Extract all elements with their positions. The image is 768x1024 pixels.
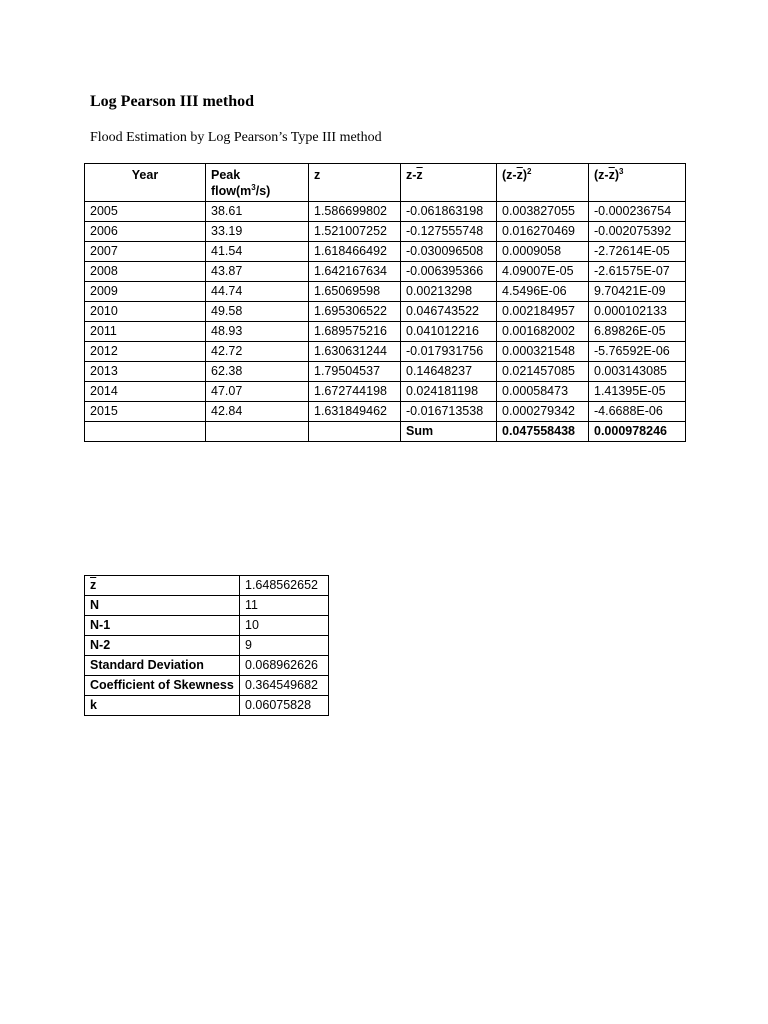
cell-dev: 0.14648237	[401, 362, 497, 382]
cell-cube: 0.003143085	[589, 362, 686, 382]
log-pearson-table	[84, 163, 686, 442]
cell-dev: -0.016713538	[401, 402, 497, 422]
cell-year: 2008	[85, 262, 206, 282]
cell-peak: 48.93	[206, 322, 309, 342]
sum-cube: 0.000978246	[589, 422, 686, 442]
cell-sq: 0.002184957	[497, 302, 589, 322]
cell-peak: 43.87	[206, 262, 309, 282]
stat-label: k	[85, 696, 240, 716]
sum-row	[85, 422, 686, 442]
header-dev-zbar: $\overline{z}$	[416, 168, 423, 182]
cell-dev: -0.061863198	[401, 202, 497, 222]
stat-value: 1.648562652	[240, 576, 329, 596]
cell-dev: 0.024181198	[401, 382, 497, 402]
header-peak-line1: Peak	[211, 168, 241, 182]
cell-year: 2015	[85, 402, 206, 422]
header-peak-flow	[206, 164, 309, 202]
cell-peak: 44.74	[206, 282, 309, 302]
cell-year: 2006	[85, 222, 206, 242]
cell-sq: 0.000279342	[497, 402, 589, 422]
table-row	[85, 282, 686, 302]
stat-row	[85, 596, 329, 616]
cell-dev: 0.041012216	[401, 322, 497, 342]
page-subtitle: Flood Estimation by Log Pearson’s Type III method	[90, 130, 382, 145]
table-row	[85, 342, 686, 362]
cell-dev: -0.017931756	[401, 342, 497, 362]
table-row	[85, 382, 686, 402]
cell-year: 2009	[85, 282, 206, 302]
statistics-table	[84, 575, 329, 716]
table-row	[85, 302, 686, 322]
header-sq-suffix: )	[522, 168, 527, 182]
cell-peak: 42.84	[206, 402, 309, 422]
cell-z: 1.642167634	[309, 262, 401, 282]
stat-label: $\overline{z}$	[85, 576, 240, 596]
cell-peak: 38.61	[206, 202, 309, 222]
cell-cube: 9.70421E-09	[589, 282, 686, 302]
cell-year: 2011	[85, 322, 206, 342]
cell-cube: 6.89826E-05	[589, 322, 686, 342]
table-row	[85, 362, 686, 382]
cell-cube: -4.6688E-06	[589, 402, 686, 422]
cell-sq: 0.021457085	[497, 362, 589, 382]
stat-row	[85, 676, 329, 696]
stat-row	[85, 696, 329, 716]
header-peak-line2: flow(m	[211, 184, 252, 198]
table-row	[85, 402, 686, 422]
header-z: z	[309, 164, 401, 202]
cell-year: 2005	[85, 202, 206, 222]
cell-z: 1.618466492	[309, 242, 401, 262]
header-cube-sup: 3	[619, 166, 624, 176]
stat-value: 9	[240, 636, 329, 656]
header-square	[497, 164, 589, 202]
cell-cube: -2.61575E-07	[589, 262, 686, 282]
header-dev-prefix: z-	[406, 168, 417, 182]
cell-dev: -0.127555748	[401, 222, 497, 242]
header-peak-sup: 3	[251, 182, 256, 192]
header-peak-unit-end: /s)	[255, 184, 271, 198]
cell-z: 1.631849462	[309, 402, 401, 422]
cell-year: 2013	[85, 362, 206, 382]
cell-sq: 0.0009058	[497, 242, 589, 262]
page-title: Log Pearson III method	[90, 93, 255, 110]
header-cube-suffix: )	[614, 168, 619, 182]
cell-year: 2012	[85, 342, 206, 362]
cell-peak: 47.07	[206, 382, 309, 402]
cell-z: 1.65069598	[309, 282, 401, 302]
cell-peak: 42.72	[206, 342, 309, 362]
sum-label: Sum	[401, 422, 497, 442]
table-row	[85, 322, 686, 342]
cell-sq: 0.001682002	[497, 322, 589, 342]
stat-value: 0.364549682	[240, 676, 329, 696]
cell-cube: -5.76592E-06	[589, 342, 686, 362]
cell-dev: 0.046743522	[401, 302, 497, 322]
stat-label: N-2	[85, 636, 240, 656]
header-cube-zbar: $\overline{z}$	[608, 168, 615, 182]
cell-z: 1.689575216	[309, 322, 401, 342]
stat-row	[85, 616, 329, 636]
header-sq-prefix: (z-	[502, 168, 517, 182]
table-row	[85, 222, 686, 242]
stat-value: 10	[240, 616, 329, 636]
table-row	[85, 202, 686, 222]
cell-sq: 4.5496E-06	[497, 282, 589, 302]
cell-dev: 0.00213298	[401, 282, 497, 302]
sum-empty-cell	[309, 422, 401, 442]
stat-value: 11	[240, 596, 329, 616]
cell-z: 1.521007252	[309, 222, 401, 242]
cell-peak: 49.58	[206, 302, 309, 322]
header-sq-sup: 2	[527, 166, 532, 176]
stat-row	[85, 576, 329, 596]
cell-dev: -0.006395366	[401, 262, 497, 282]
cell-cube: -2.72614E-05	[589, 242, 686, 262]
cell-z: 1.586699802	[309, 202, 401, 222]
header-z-minus-zbar	[401, 164, 497, 202]
cell-year: 2007	[85, 242, 206, 262]
cell-dev: -0.030096508	[401, 242, 497, 262]
stat-value: 0.068962626	[240, 656, 329, 676]
cell-sq: 4.09007E-05	[497, 262, 589, 282]
cell-sq: 0.00058473	[497, 382, 589, 402]
header-cube	[589, 164, 686, 202]
stat-label: N	[85, 596, 240, 616]
cell-year: 2010	[85, 302, 206, 322]
stat-value: 0.06075828	[240, 696, 329, 716]
cell-z: 1.695306522	[309, 302, 401, 322]
cell-cube: 1.41395E-05	[589, 382, 686, 402]
table-header-row	[85, 164, 686, 202]
table-row	[85, 242, 686, 262]
cell-z: 1.672744198	[309, 382, 401, 402]
stat-label: Coefficient of Skewness	[85, 676, 240, 696]
header-year: Year	[85, 164, 206, 202]
cell-peak: 41.54	[206, 242, 309, 262]
header-sq-zbar: $\overline{z}$	[516, 168, 523, 182]
sum-sq: 0.047558438	[497, 422, 589, 442]
cell-peak: 33.19	[206, 222, 309, 242]
header-cube-prefix: (z-	[594, 168, 609, 182]
cell-cube: -0.000236754	[589, 202, 686, 222]
stat-row	[85, 636, 329, 656]
cell-sq: 0.016270469	[497, 222, 589, 242]
table-row	[85, 262, 686, 282]
stat-label: N-1	[85, 616, 240, 636]
cell-year: 2014	[85, 382, 206, 402]
cell-z: 1.79504537	[309, 362, 401, 382]
cell-sq: 0.003827055	[497, 202, 589, 222]
cell-cube: 0.000102133	[589, 302, 686, 322]
stat-row	[85, 656, 329, 676]
cell-z: 1.630631244	[309, 342, 401, 362]
cell-sq: 0.000321548	[497, 342, 589, 362]
sum-empty-cell	[206, 422, 309, 442]
cell-peak: 62.38	[206, 362, 309, 382]
stat-label: Standard Deviation	[85, 656, 240, 676]
sum-empty-cell	[85, 422, 206, 442]
cell-cube: -0.002075392	[589, 222, 686, 242]
